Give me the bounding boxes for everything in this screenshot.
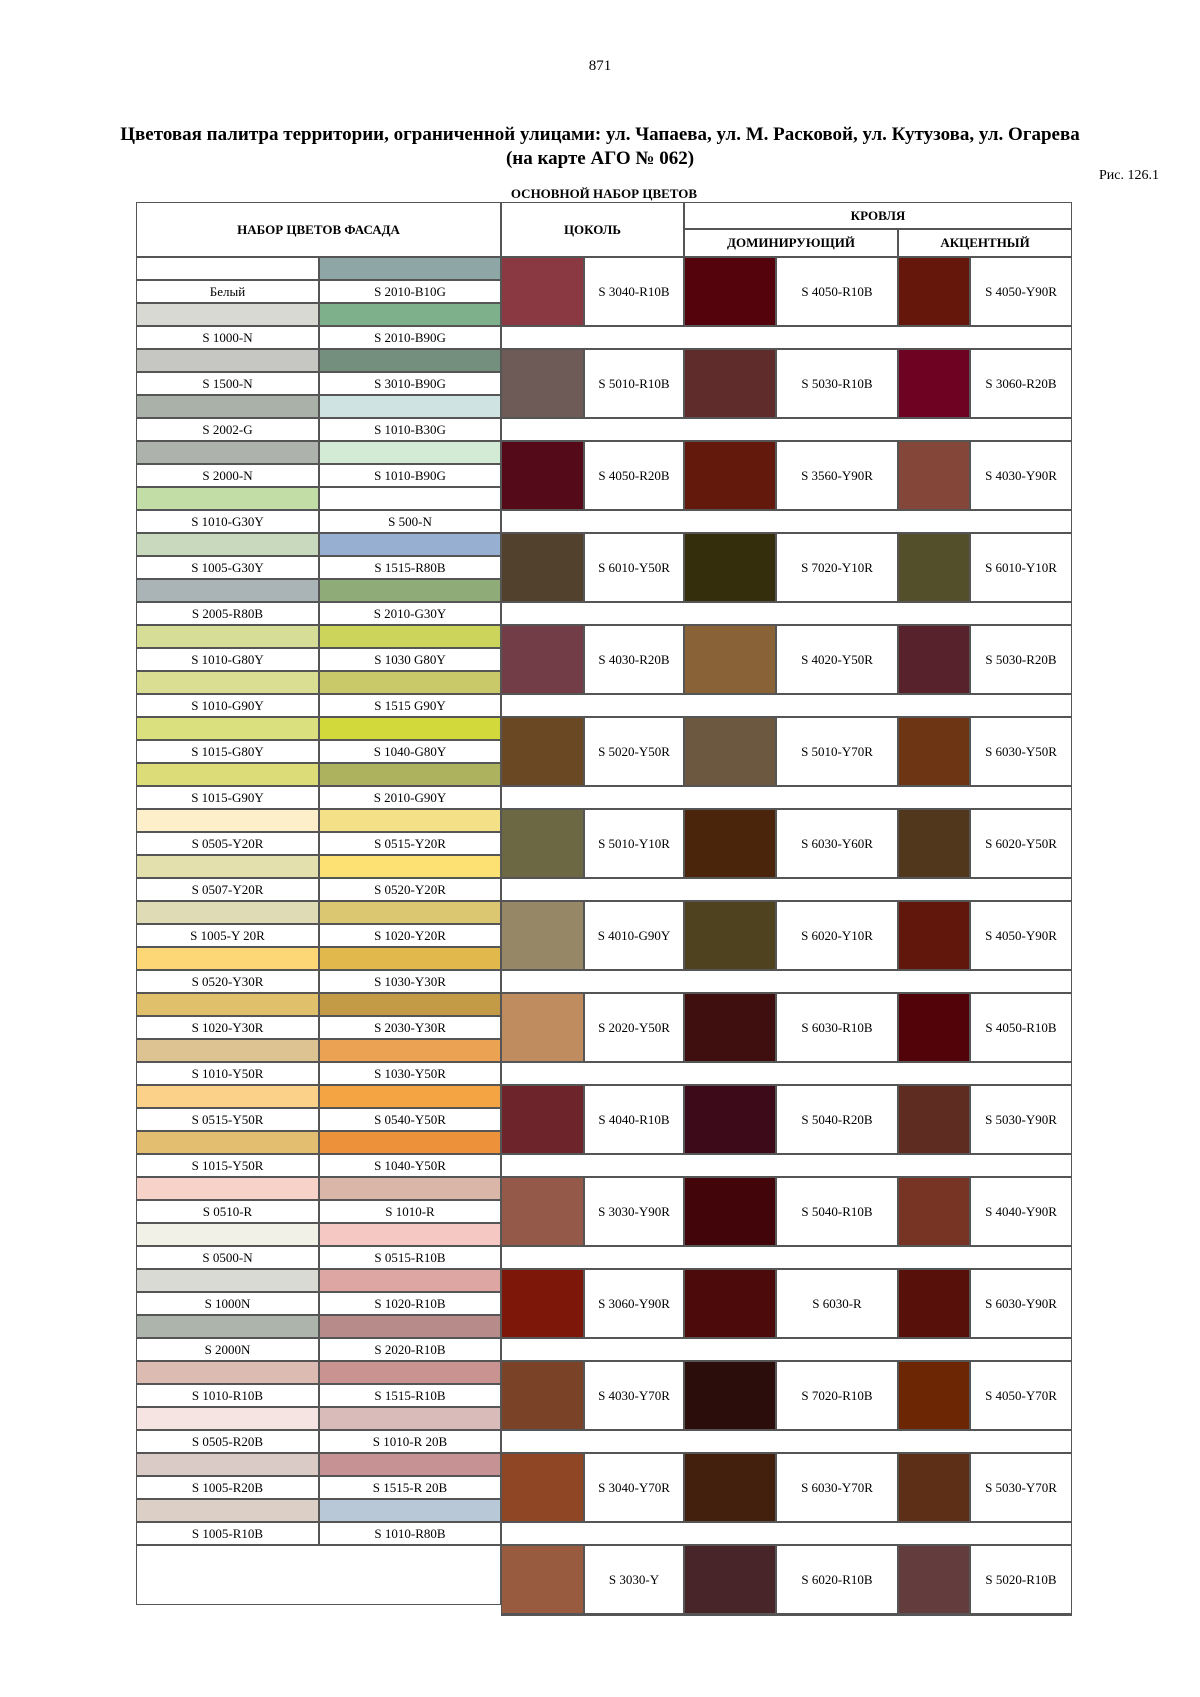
- roof-accent-color-code: S 6020-Y50R: [970, 809, 1072, 878]
- facade-color-code: S 1010-G30Y: [136, 510, 319, 533]
- plinth-swatch: [501, 1085, 584, 1154]
- facade-swatch: [136, 349, 319, 372]
- facade-color-code: S 1015-G90Y: [136, 786, 319, 809]
- facade-swatch: [136, 1499, 319, 1522]
- header-roof-dominant: ДОМИНИРУЮЩИЙ: [684, 229, 898, 257]
- facade-swatch: [319, 1085, 501, 1108]
- header-plinth: ЦОКОЛЬ: [501, 202, 684, 257]
- facade-color-code: S 0505-R20B: [136, 1430, 319, 1453]
- facade-color-code: S 1010-G80Y: [136, 648, 319, 671]
- facade-color-code: S 1005-R20B: [136, 1476, 319, 1499]
- plinth-swatch: [501, 533, 584, 602]
- plinth-swatch: [501, 1177, 584, 1246]
- facade-color-code: S 2010-G30Y: [319, 602, 501, 625]
- plinth-color-code: S 4050-R20B: [584, 441, 684, 510]
- header-roof: КРОВЛЯ: [684, 202, 1072, 229]
- plinth-swatch: [501, 441, 584, 510]
- facade-color-code: S 2000N: [136, 1338, 319, 1361]
- header-roof-accent: АКЦЕНТНЫЙ: [898, 229, 1072, 257]
- facade-color-code: S 1020-Y30R: [136, 1016, 319, 1039]
- facade-color-code: S 0510-R: [136, 1200, 319, 1223]
- plinth-color-code: S 3040-Y70R: [584, 1453, 684, 1522]
- roof-accent-swatch: [898, 901, 970, 970]
- facade-swatch: [319, 1039, 501, 1062]
- facade-color-code: S 1010-Y50R: [136, 1062, 319, 1085]
- facade-color-code: S 2030-Y30R: [319, 1016, 501, 1039]
- facade-swatch: [319, 1315, 501, 1338]
- roof-dominant-color-code: S 5040-R20B: [776, 1085, 898, 1154]
- roof-dominant-swatch: [684, 1545, 776, 1614]
- facade-swatch: [319, 809, 501, 832]
- facade-swatch: [136, 809, 319, 832]
- facade-swatch: [319, 533, 501, 556]
- facade-color-code: S 1515-R80B: [319, 556, 501, 579]
- roof-dominant-color-code: S 5030-R10B: [776, 349, 898, 418]
- plinth-color-code: S 5010-Y10R: [584, 809, 684, 878]
- facade-swatch: [319, 1131, 501, 1154]
- facade-color-code: S 1010-R10B: [136, 1384, 319, 1407]
- roof-dominant-color-code: S 5010-Y70R: [776, 717, 898, 786]
- roof-accent-color-code: S 6030-Y50R: [970, 717, 1072, 786]
- facade-swatch: [319, 579, 501, 602]
- roof-dominant-swatch: [684, 1085, 776, 1154]
- facade-color-code: S 0520-Y20R: [319, 878, 501, 901]
- plinth-swatch: [501, 809, 584, 878]
- facade-swatch: [319, 303, 501, 326]
- facade-swatch: [319, 1177, 501, 1200]
- facade-swatch: [319, 901, 501, 924]
- plinth-swatch: [501, 901, 584, 970]
- facade-swatch: [136, 1177, 319, 1200]
- roof-accent-color-code: S 6030-Y90R: [970, 1269, 1072, 1338]
- table-blank-row: [501, 1338, 1072, 1361]
- facade-color-code: S 2010-B10G: [319, 280, 501, 303]
- roof-dominant-swatch: [684, 1453, 776, 1522]
- facade-swatch: [319, 717, 501, 740]
- facade-swatch: [136, 855, 319, 878]
- facade-color-code: S 1020-Y20R: [319, 924, 501, 947]
- facade-color-code: S 1010-G90Y: [136, 694, 319, 717]
- facade-swatch: [136, 1131, 319, 1154]
- facade-color-code: S 1010-R 20B: [319, 1430, 501, 1453]
- facade-swatch: [319, 947, 501, 970]
- roof-accent-swatch: [898, 349, 970, 418]
- facade-swatch: [136, 1315, 319, 1338]
- plinth-color-code: S 6010-Y50R: [584, 533, 684, 602]
- roof-dominant-swatch: [684, 993, 776, 1062]
- facade-swatch: [136, 671, 319, 694]
- table-blank-row: [501, 1522, 1072, 1545]
- facade-color-code: S 0505-Y20R: [136, 832, 319, 855]
- facade-color-code: S 2002-G: [136, 418, 319, 441]
- header-facade: НАБОР ЦВЕТОВ ФАСАДА: [136, 202, 501, 257]
- facade-color-code: S 1010-B30G: [319, 418, 501, 441]
- facade-color-code: S 1030 G80Y: [319, 648, 501, 671]
- facade-color-code: S 0540-Y50R: [319, 1108, 501, 1131]
- plinth-swatch: [501, 717, 584, 786]
- plinth-swatch: [501, 1269, 584, 1338]
- facade-color-code: S 1010-R: [319, 1200, 501, 1223]
- facade-swatch: [319, 1453, 501, 1476]
- plinth-color-code: S 4030-Y70R: [584, 1361, 684, 1430]
- roof-accent-swatch: [898, 1545, 970, 1614]
- roof-accent-color-code: S 3060-R20B: [970, 349, 1072, 418]
- roof-accent-color-code: S 4050-Y90R: [970, 257, 1072, 326]
- facade-color-code: S 1020-R10B: [319, 1292, 501, 1315]
- roof-dominant-color-code: S 6020-R10B: [776, 1545, 898, 1614]
- facade-swatch: [136, 441, 319, 464]
- table-blank-row: [501, 1614, 1072, 1616]
- facade-swatch: [136, 395, 319, 418]
- facade-swatch: [136, 1269, 319, 1292]
- facade-swatch: [319, 855, 501, 878]
- facade-color-code: S 0507-Y20R: [136, 878, 319, 901]
- roof-dominant-swatch: [684, 1177, 776, 1246]
- table-blank-row: [501, 1246, 1072, 1269]
- facade-color-code: S 1005-R10B: [136, 1522, 319, 1545]
- facade-swatch: [319, 441, 501, 464]
- roof-accent-swatch: [898, 1085, 970, 1154]
- facade-swatch: [136, 1223, 319, 1246]
- plinth-color-code: S 5010-R10B: [584, 349, 684, 418]
- facade-color-code: S 1015-G80Y: [136, 740, 319, 763]
- facade-color-code: S 1040-Y50R: [319, 1154, 501, 1177]
- roof-accent-swatch: [898, 441, 970, 510]
- roof-dominant-swatch: [684, 441, 776, 510]
- facade-color-code: S 3010-B90G: [319, 372, 501, 395]
- roof-accent-color-code: S 5020-R10B: [970, 1545, 1072, 1614]
- roof-dominant-swatch: [684, 901, 776, 970]
- roof-accent-color-code: S 5030-Y70R: [970, 1453, 1072, 1522]
- facade-color-code: S 1030-Y50R: [319, 1062, 501, 1085]
- facade-color-code: S 2010-B90G: [319, 326, 501, 349]
- plinth-color-code: S 4030-R20B: [584, 625, 684, 694]
- facade-color-code: S 2005-R80B: [136, 602, 319, 625]
- roof-dominant-color-code: S 6030-Y70R: [776, 1453, 898, 1522]
- plinth-swatch: [501, 257, 584, 326]
- roof-dominant-color-code: S 7020-Y10R: [776, 533, 898, 602]
- table-blank-row: [501, 970, 1072, 993]
- facade-color-code: S 0500-N: [136, 1246, 319, 1269]
- facade-swatch: [136, 1361, 319, 1384]
- page-title: Цветовая палитра территории, ограниченной улицами: ул. Чапаева, ул. М. Расковой, ул. Кутузова, ул. Огарева: [120, 124, 1080, 145]
- roof-accent-swatch: [898, 257, 970, 326]
- facade-swatch: [319, 395, 501, 418]
- facade-color-code: S 0515-Y20R: [319, 832, 501, 855]
- plinth-color-code: S 5020-Y50R: [584, 717, 684, 786]
- roof-dominant-swatch: [684, 533, 776, 602]
- roof-accent-swatch: [898, 533, 970, 602]
- facade-color-code: S 1015-Y50R: [136, 1154, 319, 1177]
- roof-accent-color-code: S 5030-Y90R: [970, 1085, 1072, 1154]
- facade-swatch: [136, 1407, 319, 1430]
- facade-swatch: [136, 763, 319, 786]
- facade-swatch: [319, 671, 501, 694]
- table-blank-row: [501, 326, 1072, 349]
- facade-color-code: S 1000N: [136, 1292, 319, 1315]
- roof-dominant-swatch: [684, 717, 776, 786]
- table-blank-row: [501, 878, 1072, 901]
- facade-swatch: [136, 625, 319, 648]
- roof-dominant-swatch: [684, 1269, 776, 1338]
- facade-color-code: S 500-N: [319, 510, 501, 533]
- roof-accent-swatch: [898, 1361, 970, 1430]
- facade-color-code: S 1010-R80B: [319, 1522, 501, 1545]
- roof-accent-color-code: S 5030-R20B: [970, 625, 1072, 694]
- facade-color-code: S 1010-B90G: [319, 464, 501, 487]
- facade-swatch: [319, 1269, 501, 1292]
- roof-accent-color-code: S 4050-Y70R: [970, 1361, 1072, 1430]
- table-blank-row: [501, 602, 1072, 625]
- table-caption: ОСНОВНОЙ НАБОР ЦВЕТОВ: [510, 186, 698, 201]
- facade-color-code: S 0515-R10B: [319, 1246, 501, 1269]
- roof-accent-color-code: S 4050-Y90R: [970, 901, 1072, 970]
- roof-accent-swatch: [898, 625, 970, 694]
- facade-swatch: [319, 349, 501, 372]
- facade-color-code: S 2010-G90Y: [319, 786, 501, 809]
- roof-accent-color-code: S 4050-R10B: [970, 993, 1072, 1062]
- facade-swatch: [136, 993, 319, 1016]
- facade-swatch: [319, 1361, 501, 1384]
- facade-color-code: Белый: [136, 280, 319, 303]
- facade-color-code: S 0520-Y30R: [136, 970, 319, 993]
- table-blank-row: [501, 694, 1072, 717]
- page-subtitle: (на карте АГО № 062): [505, 148, 695, 169]
- facade-swatch: [319, 1223, 501, 1246]
- table-blank-row: [501, 1430, 1072, 1453]
- plinth-color-code: S 4040-R10B: [584, 1085, 684, 1154]
- facade-color-code: S 1000-N: [136, 326, 319, 349]
- roof-dominant-swatch: [684, 1361, 776, 1430]
- roof-dominant-color-code: S 3560-Y90R: [776, 441, 898, 510]
- facade-swatch: [136, 579, 319, 602]
- facade-color-code: S 1515-R10B: [319, 1384, 501, 1407]
- facade-color-code: S 2020-R10B: [319, 1338, 501, 1361]
- roof-dominant-color-code: S 6030-R10B: [776, 993, 898, 1062]
- roof-accent-color-code: S 4030-Y90R: [970, 441, 1072, 510]
- facade-swatch: [136, 1085, 319, 1108]
- facade-swatch: [136, 533, 319, 556]
- facade-color-code: S 1500-N: [136, 372, 319, 395]
- roof-dominant-color-code: S 4020-Y50R: [776, 625, 898, 694]
- figure-label: Рис. 126.1: [1099, 168, 1159, 183]
- facade-color-code: S 1040-G80Y: [319, 740, 501, 763]
- facade-color-code: S 1515-R 20B: [319, 1476, 501, 1499]
- plinth-swatch: [501, 349, 584, 418]
- roof-accent-color-code: S 4040-Y90R: [970, 1177, 1072, 1246]
- table-blank-row: [501, 1062, 1072, 1085]
- facade-swatch: [319, 763, 501, 786]
- facade-swatch: [136, 717, 319, 740]
- facade-swatch: [136, 1453, 319, 1476]
- facade-color-code: S 2000-N: [136, 464, 319, 487]
- plinth-swatch: [501, 1545, 584, 1614]
- facade-color-code: S 1005-Y 20R: [136, 924, 319, 947]
- plinth-swatch: [501, 625, 584, 694]
- roof-dominant-color-code: S 6020-Y10R: [776, 901, 898, 970]
- roof-dominant-color-code: S 7020-R10B: [776, 1361, 898, 1430]
- table-blank-row: [501, 418, 1072, 441]
- roof-accent-swatch: [898, 1269, 970, 1338]
- page-number: 871: [588, 58, 612, 74]
- roof-accent-color-code: S 6010-Y10R: [970, 533, 1072, 602]
- roof-accent-swatch: [898, 809, 970, 878]
- facade-color-code: S 1030-Y30R: [319, 970, 501, 993]
- plinth-color-code: S 3040-R10B: [584, 257, 684, 326]
- facade-swatch: [319, 487, 501, 510]
- plinth-color-code: S 2020-Y50R: [584, 993, 684, 1062]
- plinth-swatch: [501, 1453, 584, 1522]
- roof-dominant-color-code: S 6030-Y60R: [776, 809, 898, 878]
- facade-swatch: [319, 993, 501, 1016]
- roof-dominant-swatch: [684, 809, 776, 878]
- plinth-color-code: S 3030-Y90R: [584, 1177, 684, 1246]
- facade-swatch: [136, 303, 319, 326]
- plinth-swatch: [501, 993, 584, 1062]
- plinth-color-code: S 3060-Y90R: [584, 1269, 684, 1338]
- table-blank-row: [501, 510, 1072, 533]
- facade-swatch: [319, 1499, 501, 1522]
- facade-swatch: [136, 1039, 319, 1062]
- roof-dominant-color-code: S 4050-R10B: [776, 257, 898, 326]
- plinth-color-code: S 4010-G90Y: [584, 901, 684, 970]
- roof-accent-swatch: [898, 1177, 970, 1246]
- facade-swatch: [136, 257, 319, 280]
- roof-accent-swatch: [898, 717, 970, 786]
- facade-color-code: S 0515-Y50R: [136, 1108, 319, 1131]
- facade-swatch: [136, 901, 319, 924]
- facade-empty-cell: [136, 1545, 501, 1605]
- plinth-color-code: S 3030-Y: [584, 1545, 684, 1614]
- plinth-swatch: [501, 1361, 584, 1430]
- roof-accent-swatch: [898, 1453, 970, 1522]
- facade-swatch: [136, 947, 319, 970]
- table-blank-row: [501, 1154, 1072, 1177]
- roof-dominant-color-code: S 5040-R10B: [776, 1177, 898, 1246]
- roof-dominant-swatch: [684, 625, 776, 694]
- table-blank-row: [501, 786, 1072, 809]
- facade-swatch: [319, 625, 501, 648]
- facade-swatch: [136, 487, 319, 510]
- facade-color-code: S 1005-G30Y: [136, 556, 319, 579]
- roof-dominant-color-code: S 6030-R: [776, 1269, 898, 1338]
- roof-dominant-swatch: [684, 349, 776, 418]
- facade-color-code: S 1515 G90Y: [319, 694, 501, 717]
- facade-swatch: [319, 1407, 501, 1430]
- facade-swatch: [319, 257, 501, 280]
- roof-dominant-swatch: [684, 257, 776, 326]
- roof-accent-swatch: [898, 993, 970, 1062]
